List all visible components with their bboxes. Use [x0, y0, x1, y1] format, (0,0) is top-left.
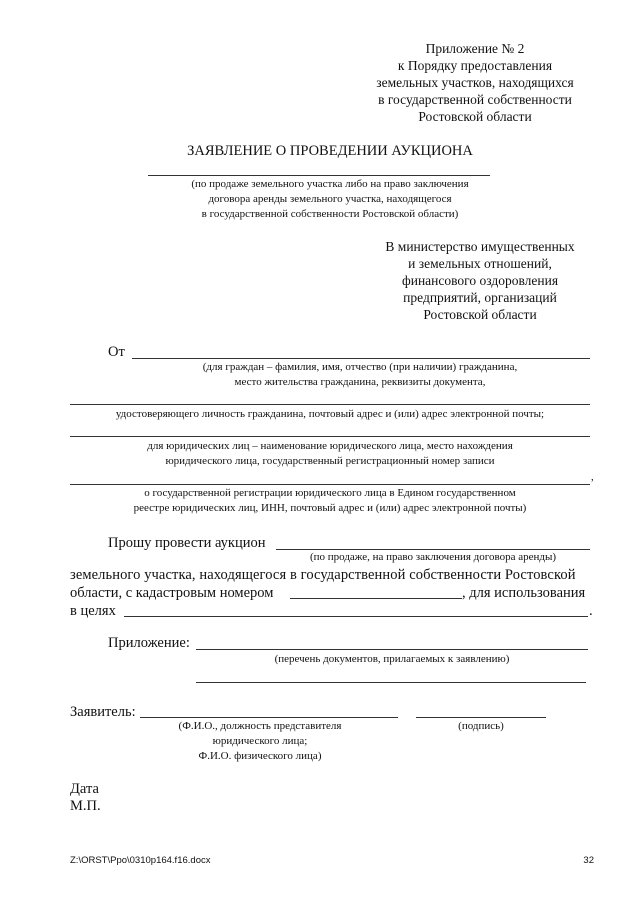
- attachment-hint: (перечень документов, прилагаемых к заявлению): [274, 653, 510, 665]
- addressee-line: предприятий, организаций: [403, 290, 557, 305]
- request-line: , для использования: [462, 585, 586, 601]
- auction-type-hint: (по продаже, на право заключения договора аренды): [309, 551, 557, 563]
- addressee-line: финансового оздоровления: [401, 273, 559, 288]
- title-note-line: в государственной собственности Ростовской области): [201, 208, 459, 220]
- from-hint: удостоверяющего личность гражданина, почтовый адрес и (или) адрес электронной почты;: [115, 408, 545, 420]
- from-hint: юридического лица, государственный регистрационный номер записи: [165, 455, 495, 467]
- from-hint: место жительства гражданина, реквизиты документа,: [234, 376, 486, 388]
- attachment-field-2[interactable]: [196, 682, 586, 683]
- from-hint: о государственной регистрации юридического лица в Едином государственном: [144, 487, 516, 499]
- applicant-signature-hint: (подпись): [458, 720, 504, 732]
- from-field-line-4[interactable]: [70, 484, 590, 485]
- addressee-block: [365, 238, 595, 323]
- applicant-name-field[interactable]: [140, 717, 398, 718]
- request-end-mark: .: [589, 603, 593, 619]
- title-note: [120, 177, 540, 222]
- applicant-name-hint-line: (Ф.И.О., должность представителя: [178, 720, 342, 732]
- from-hint: реестре юридических лиц, ИНН, почтовый адрес и (или) адрес электронной почты): [133, 502, 527, 514]
- addressee-line: и земельных отношений,: [408, 256, 552, 271]
- request-line: земельного участка, находящегося в государственной собственности Ростовской: [70, 567, 576, 583]
- applicant-name-hint-line: Ф.И.О. физического лица): [198, 750, 322, 762]
- applicant-signature-field[interactable]: [416, 717, 546, 718]
- appendix-line: к Порядку предоставления: [397, 58, 553, 73]
- attachment-label: Приложение:: [108, 635, 190, 651]
- from-hint: (для граждан – фамилия, имя, отчество (при наличии) гражданина,: [202, 361, 518, 373]
- addressee-line: В министерство имущественных: [385, 239, 575, 254]
- purpose-field[interactable]: [124, 616, 588, 617]
- addressee-line: Ростовской области: [423, 307, 537, 322]
- date-label: Дата: [70, 781, 99, 797]
- page-number: 32: [583, 855, 594, 866]
- appendix-line: Приложение № 2: [425, 41, 525, 56]
- title-underline: [148, 175, 490, 176]
- appendix-line: Ростовской области: [418, 109, 532, 124]
- attachment-field-1[interactable]: [196, 649, 588, 650]
- page-title: ЗАЯВЛЕНИЕ О ПРОВЕДЕНИИ АУКЦИОНА: [187, 143, 473, 159]
- cadastral-number-field[interactable]: [290, 598, 462, 599]
- from-end-mark: ,: [591, 471, 594, 483]
- title-note-line: договора аренды земельного участка, находящегося: [208, 193, 452, 205]
- from-field-line-3[interactable]: [70, 436, 590, 437]
- applicant-label: Заявитель:: [70, 704, 136, 720]
- applicant-name-hint-line: юридического лица;: [212, 735, 308, 747]
- footer-file-path: Z:\ORST\Ppo\0310p164.f16.docx: [70, 855, 211, 866]
- appendix-line: земельных участков, находящихся: [376, 75, 574, 90]
- from-label: От: [108, 344, 125, 360]
- from-field-line-2[interactable]: [70, 404, 590, 405]
- appendix-line: в государственной собственности: [378, 92, 572, 107]
- from-field-line-1[interactable]: [132, 358, 590, 359]
- request-line: в целях: [70, 603, 116, 619]
- seal-label: М.П.: [70, 798, 101, 814]
- request-text: Прошу провести аукцион: [108, 535, 266, 551]
- appendix-block: [355, 40, 595, 125]
- title-note-line: (по продаже земельного участка либо на право заключения: [191, 178, 469, 190]
- applicant-name-hint: [150, 719, 370, 764]
- from-hint: для юридических лиц – наименование юридического лица, место нахождения: [147, 440, 513, 452]
- request-line: области, с кадастровым номером: [70, 585, 274, 601]
